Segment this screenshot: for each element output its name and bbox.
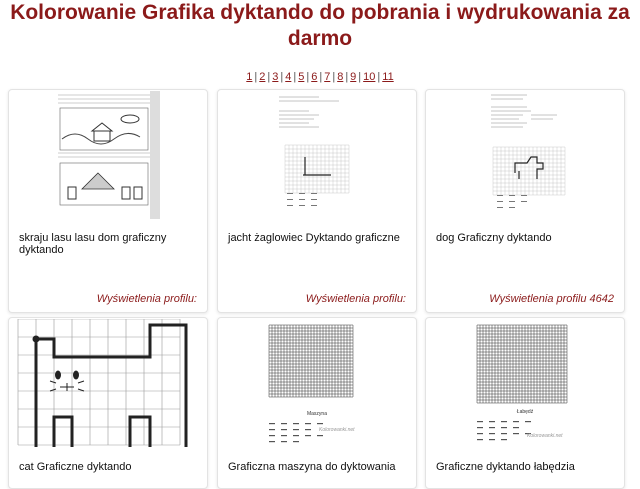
page-link-10[interactable]: 10 (363, 71, 376, 83)
page-link-2[interactable]: 2 (259, 71, 266, 83)
card-swan[interactable] (425, 317, 625, 489)
page-link-9[interactable]: 9 (350, 71, 357, 83)
card-title[interactable]: skraju lasu lasu dom graficzny dyktando (19, 232, 167, 256)
card-dog[interactable] (425, 89, 625, 313)
card-views: Wyświetlenia profilu: (305, 293, 406, 305)
page-link-3[interactable]: 3 (272, 71, 279, 83)
card-title[interactable]: dog Graficzny dyktando (436, 232, 552, 244)
card-title[interactable]: Graficzne dyktando łabędzia (436, 461, 575, 473)
card-title[interactable]: cat Graficzne dyktando (19, 461, 132, 473)
card-yacht[interactable] (217, 89, 417, 313)
card-title[interactable]: jacht żaglowiec Dyktando graficzne (228, 232, 400, 244)
card-thumbnail[interactable] (10, 91, 206, 219)
card-thumbnail[interactable] (427, 91, 623, 219)
card-views: Wyświetlenia profilu: (96, 293, 197, 305)
thumb-caption: Maszyna (306, 411, 328, 417)
thumb-caption: Łabędź (516, 409, 534, 415)
page-link-5[interactable]: 5 (298, 71, 305, 83)
card-cat[interactable] (8, 317, 208, 489)
card-forest-house[interactable] (8, 89, 208, 313)
page-link-8[interactable]: 8 (337, 71, 344, 83)
page-link-6[interactable]: 6 (311, 71, 318, 83)
card-title[interactable]: Graficzna maszyna do dyktowania (228, 461, 396, 473)
thumb-watermark: Kolorowanki.net (527, 433, 563, 439)
card-views: Wyświetlenia profilu 4642 (489, 293, 614, 305)
card-thumbnail[interactable] (219, 319, 415, 447)
page-title: Kolorowanie Grafika dyktando do pobrania i wydrukowania za darmo (10, 1, 630, 50)
page-link-7[interactable]: 7 (324, 71, 331, 83)
page-link-4[interactable]: 4 (285, 71, 292, 83)
pagination: 1 | 2 | 3 | 4 | 5 | 6 | 7 | 8 | 9 | 10 | 11 (246, 71, 394, 83)
card-thumbnail[interactable] (10, 319, 206, 447)
card-machine[interactable] (217, 317, 417, 489)
card-thumbnail[interactable] (427, 319, 623, 447)
thumb-watermark: Kolorowanki.net (319, 427, 355, 433)
page-link-1[interactable]: 1 (246, 71, 253, 83)
card-thumbnail[interactable] (219, 91, 415, 219)
page-link-11[interactable]: 11 (382, 71, 394, 83)
